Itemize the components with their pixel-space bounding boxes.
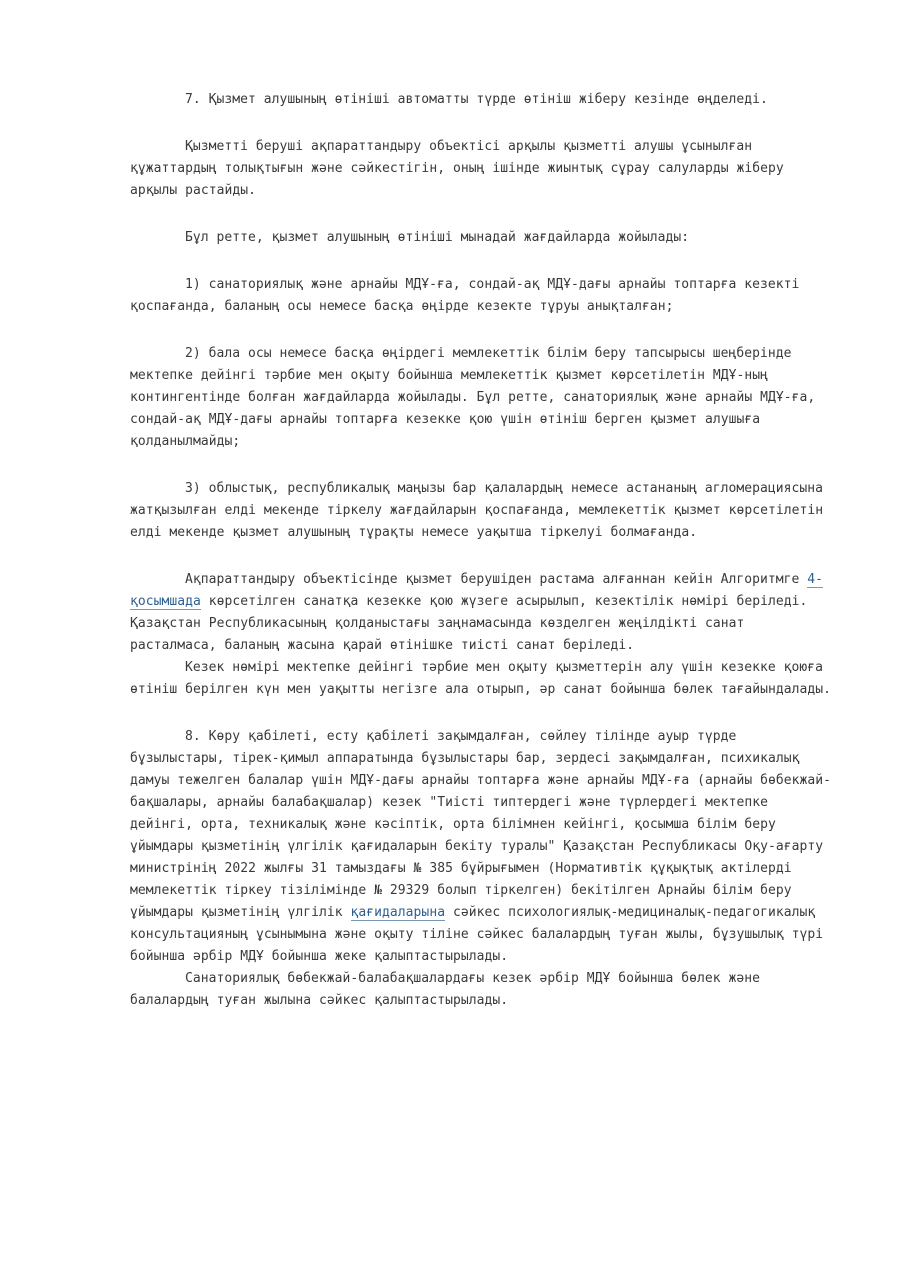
paragraph-8-text-2: сәйкес психологиялық-медициналық-педагогикалық консультацияның ұсынымына және оқыту тіліне сәйкес балалардың туған жылы, бұзушылық түрі бойынша әрбір МДҰ бойынша жеке қалыптастырылады.	[130, 905, 824, 964]
paragraph-queue-assignment: Кезек нөмірі мектепке дейінгі тәрбие мен оқыту қызметтерін алу үшін кезекке қоюға өтініш берілген күн мен уақытты негізге ала отырып, әр санат бойынша бөлек тағайындалады.	[130, 660, 832, 697]
rules-link[interactable]: қағидаларына	[350, 905, 446, 920]
paragraph-confirmation: Қызметті беруші ақпараттандыру объектісі арқылы қызметті алушы ұсынылған құжаттардың толықтығын және сәйкестігін, оның ішінде жиынтық сұрау салуларды жіберу арқылы растайды.	[130, 139, 784, 198]
paragraph-8	[130, 726, 835, 968]
appendix-4-link[interactable]: 4-қосымшада	[130, 572, 824, 609]
list-item-2: 2) бала осы немесе басқа өңірдегі мемлекеттік білім беру тапсырысы шеңберінде мектепке дейінгі тәрбие мен оқыту бойынша мемлекеттік қызмет көрсетілетін МДҰ-ның контингентінде болған жағдайларда жойылады. Бұл ретте, санаториялық және арнайы МДҰ-ға, сондай-ақ МДҰ-дағы арнайы топтарға кезекке қою үшін өтініш берген қызмет алушыға қолданылмайды;	[130, 346, 816, 449]
paragraph-queue-number-text-2: көрсетілген санатқа кезекке қою жүзеге асырылып, кезектілік нөмірі беріледі. Қазақстан Республикасының қолданыстағы заңнамасында көзделген жеңілдікті санат расталмаса, баланың жасына қарай өтінішке тиісті санат беріледі.	[130, 594, 808, 653]
paragraph-sanatorium-queue: Санаториялық бөбекжай-балабақшалардағы кезек әрбір МДҰ бойынша бөлек және балалардың туған жылына сәйкес қалыптастырылады.	[130, 971, 760, 1008]
paragraph-7: 7. Қызмет алушының өтініші автоматты түрде өтініш жіберу кезінде өңделеді.	[185, 92, 768, 107]
document-page	[130, 89, 835, 1012]
list-item-3: 3) облыстық, республикалық маңызы бар қалалардың немесе астананың агломерациясына жатқызылған елді мекенде тіркелу жағдайларын қоспағанда, мемлекеттік қызмет көрсетілетін елді мекенде қызмет алушының тұрақты немесе уақытша тіркелуі болмағанда.	[130, 481, 824, 540]
list-item-1: 1) санаториялық және арнайы МДҰ-ға, сондай-ақ МДҰ-дағы арнайы топтарға кезекті қоспағанда, баланың осы немесе басқа өңірде кезекте тұруы анықталған;	[130, 277, 800, 314]
paragraph-cancellation-intro: Бұл ретте, қызмет алушының өтініші мынадай жағдайларда жойылады:	[185, 230, 690, 245]
paragraph-queue-number	[130, 569, 835, 657]
paragraph-8-text-1: 8. Көру қабілеті, есту қабілеті зақымдалған, сөйлеу тілінде ауыр түрде бұзылыстары, тірек-қимыл аппаратында бұзылыстары бар, зердесі зақымдалған, психикалық дамуы тежелген балалар үшін МДҰ-дағы арнайы топтарға және арнайы МДҰ-ға (арнайы бөбекжай-бақшалары, арнайы балабақшалар) кезек "Тиісті типтердегі және түрлердегі мектепке дейінгі, орта, техникалық және кәсіптік, орта білімнен кейінгі, қосымша білім беру ұйымдары қызметінің үлгілік қағидаларын бекіту туралы" Қазақстан Республикасы Оқу-ағарту министрінің 2022 жылғы 31 тамыздағы № 385 бұйрығымен (Нормативтік құқықтық актілерді мемлекеттік тіркеу тізілімінде № 29329 болып тіркелген) бекітілген Арнайы білім беру ұйымдары қызметінің үлгілік	[130, 729, 832, 920]
paragraph-queue-number-text-1: Ақпараттандыру объектісінде қызмет берушіден растама алғаннан кейін Алгоритмге	[185, 572, 808, 587]
